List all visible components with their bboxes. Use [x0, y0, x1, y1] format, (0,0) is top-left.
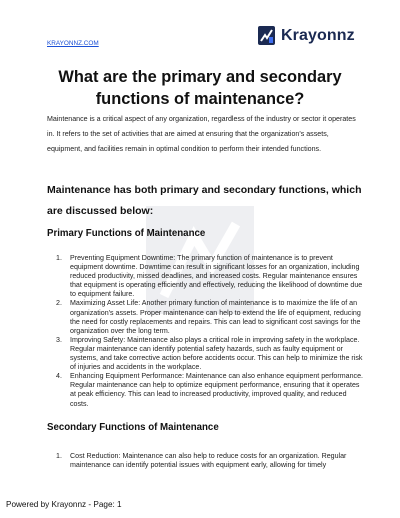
- list-item-text: Improving Safety: Maintenance also plays a critical role in improving safety in the workplace. Regular maintenance can identify potential safety hazards, such as faulty equipment or systems, and take corrective action before accidents occur. This can help to minimize the risk of injuries and accidents in the workplace.: [70, 335, 363, 372]
- primary-functions-list: [56, 254, 366, 409]
- krayonnz-logo-icon: [258, 26, 275, 45]
- intro-paragraph: Maintenance is a critical aspect of any organization, regardless of the industry or sector it operates in. It refers to the set of activities that are aimed at ensuring that the organization's assets, equipment, and facilities remain in optimal condition to perform their intended functions.: [47, 115, 356, 153]
- section-subheading: Maintenance has both primary and secondary functions, which are discussed below:: [47, 184, 362, 217]
- page-footer: Powered by Krayonnz - Page: 1: [6, 500, 122, 509]
- list-item-text: Enhancing Equipment Performance: Maintenance can also enhance equipment performance. Regular maintenance can help to optimize equipment performance, ensuring that it operates at peak efficiency. This can lead to increased productivity, improved quality, and reduced costs.: [70, 372, 363, 408]
- list-item-number: 1.: [56, 254, 62, 262]
- brand-logo[interactable]: [258, 26, 355, 45]
- page-title: What are the primary and secondary functions of maintenance?: [58, 68, 342, 108]
- list-item: [56, 299, 366, 335]
- secondary-functions-list: [56, 452, 366, 470]
- list-item: [56, 336, 366, 372]
- list-item-number: 3.: [56, 335, 62, 344]
- brand-name: Krayonnz: [281, 26, 355, 44]
- list-item-number: 4.: [56, 372, 62, 381]
- secondary-functions-heading: Secondary Functions of Maintenance: [47, 422, 219, 433]
- list-item-text: Cost Reduction: Maintenance can also help to reduce costs for an organization. Regular maintenance can identify potential issues with equipment early, allowing for timely: [70, 452, 347, 470]
- list-item-number: 2.: [56, 299, 62, 308]
- primary-functions-heading: Primary Functions of Maintenance: [47, 228, 206, 239]
- list-item-number: 1.: [56, 452, 62, 460]
- list-item: [56, 372, 366, 408]
- list-item: [56, 254, 366, 299]
- list-item-text: Preventing Equipment Downtime: The primary function of maintenance is to prevent equipment downtime. Downtime can result in significant losses for an organization, including reduced productivity, missed deadlines, and increased costs. Regular maintenance ensures that equipment is operating efficiently and effectively, reducing the likelihood of downtime due to equipment failure.: [70, 254, 363, 299]
- list-item: [56, 452, 366, 470]
- list-item-text: Maximizing Asset Life: Another primary function of maintenance is to maximize the life of an organization's assets. Proper maintenance can help to extend the life of equipment, reducing the need for costly replacements and repairs. This can lead to significant cost savings for the organization over the long term.: [70, 299, 361, 335]
- site-link[interactable]: KRAYONNZ.COM: [47, 40, 99, 47]
